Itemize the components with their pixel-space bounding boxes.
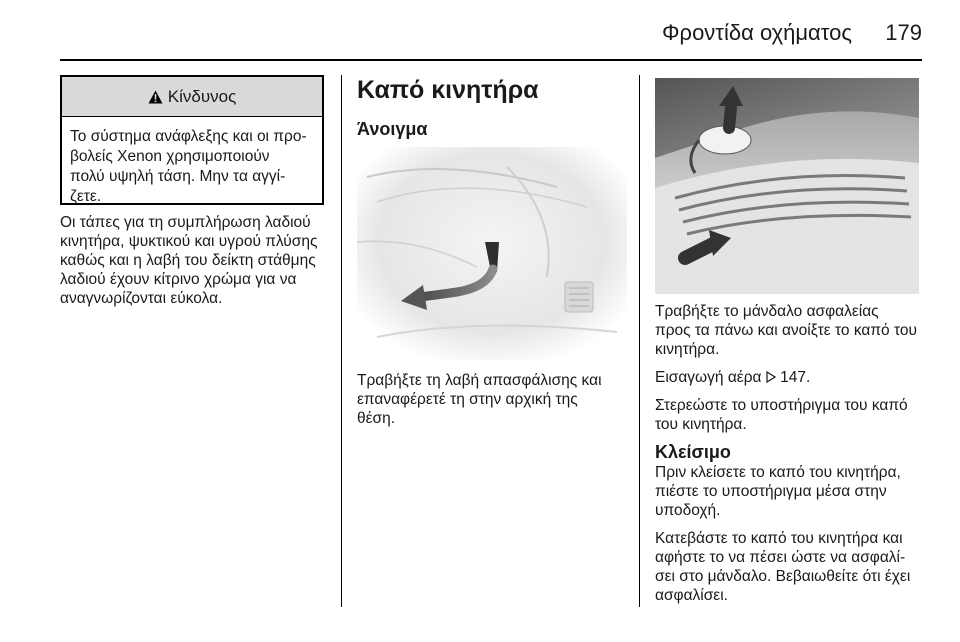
paragraph-line: κινητήρα.: [655, 341, 720, 358]
paragraph-line: κινητήρα, ψυκτικού και υγρού πλύσης: [60, 233, 318, 250]
header-rule: [60, 59, 922, 61]
danger-line: ζετε.: [70, 188, 102, 205]
paragraph-line: Πριν κλείσετε το καπό του κινητήρα,: [655, 464, 901, 481]
paragraph-line: επαναφέρετέ τη στην αρχική της: [357, 391, 578, 408]
paragraph-line: αφήστε το να πέσει ώστε να ασφαλί-: [655, 549, 906, 566]
paragraph-line: σει στο μάνδαλο. Βεβαιωθείτε ότι έχει: [655, 568, 911, 585]
lower-hood-paragraph: [655, 529, 925, 605]
opening-steps: [655, 302, 925, 614]
paragraph-line: υποδοχή.: [655, 502, 721, 519]
paragraph-line: ασφαλίσει.: [655, 587, 728, 604]
paragraph-line: Τραβήξτε το μάνδαλο ασφαλείας: [655, 303, 879, 320]
paragraph-line: λαδιού έχουν κίτρινο χρώμα για να: [60, 271, 297, 288]
danger-text: [62, 117, 322, 207]
paragraph-line: πιέστε το υποστήριγμα μέσα στην: [655, 483, 887, 500]
danger-line: βολείς Xenon χρησιμοποιούν: [70, 148, 270, 165]
danger-line: πολύ υψηλή τάση. Μην τα αγγί-: [70, 168, 286, 185]
paragraph-line: Οι τάπες για τη συμπλήρωση λαδιού: [60, 214, 311, 231]
page-number: 179: [885, 20, 922, 45]
paragraph-line: θέση.: [357, 410, 396, 427]
air-intake-paragraph: [655, 368, 925, 387]
close-prop-paragraph: [655, 463, 925, 520]
column-divider-right: [639, 75, 640, 607]
paragraph-line: αναγνωρίζονται εύκολα.: [60, 290, 223, 307]
paragraph-line: καθώς και η λαβή του δείκτη στάθμης: [60, 252, 316, 269]
paragraph-line: Τραβήξτε τη λαβή απασφάλισης και: [357, 372, 602, 389]
page-reference-arrow-icon: [766, 371, 776, 383]
paragraph-line: προς τα πάνω και ανοίξτε το καπό του: [655, 322, 917, 339]
paragraph-line: Κατεβάστε το καπό του κινητήρα και: [655, 530, 903, 547]
release-lever-paragraph: [357, 371, 627, 428]
danger-heading-text: Κίνδυνος: [167, 86, 237, 106]
fluid-caps-paragraph: [60, 213, 332, 308]
danger-heading: [62, 77, 322, 117]
section-title: Καπό κινητήρα: [357, 76, 539, 104]
hood-safety-catch-illustration: [655, 78, 919, 294]
danger-warning-box: [60, 75, 324, 205]
danger-line: Το σύστημα ανάφλεξης και οι προ-: [70, 128, 307, 145]
column-divider-left: [341, 75, 342, 607]
paragraph-line: Στερεώστε το υποστήριγμα του καπό: [655, 397, 908, 414]
warning-triangle-icon: [148, 90, 163, 104]
header-title: Φροντίδα οχήματος: [662, 20, 852, 45]
hood-release-lever-illustration: [357, 147, 627, 360]
safety-catch-paragraph: [655, 302, 925, 359]
page-header: [0, 0, 960, 60]
page-reference: 147.: [780, 369, 811, 386]
close-heading: Κλείσιμο: [655, 442, 731, 462]
paragraph-line: του κινητήρα.: [655, 416, 747, 433]
air-intake-text: Εισαγωγή αέρα: [655, 369, 762, 386]
open-heading: Άνοιγμα: [357, 119, 428, 139]
prop-rod-paragraph: [655, 396, 925, 434]
